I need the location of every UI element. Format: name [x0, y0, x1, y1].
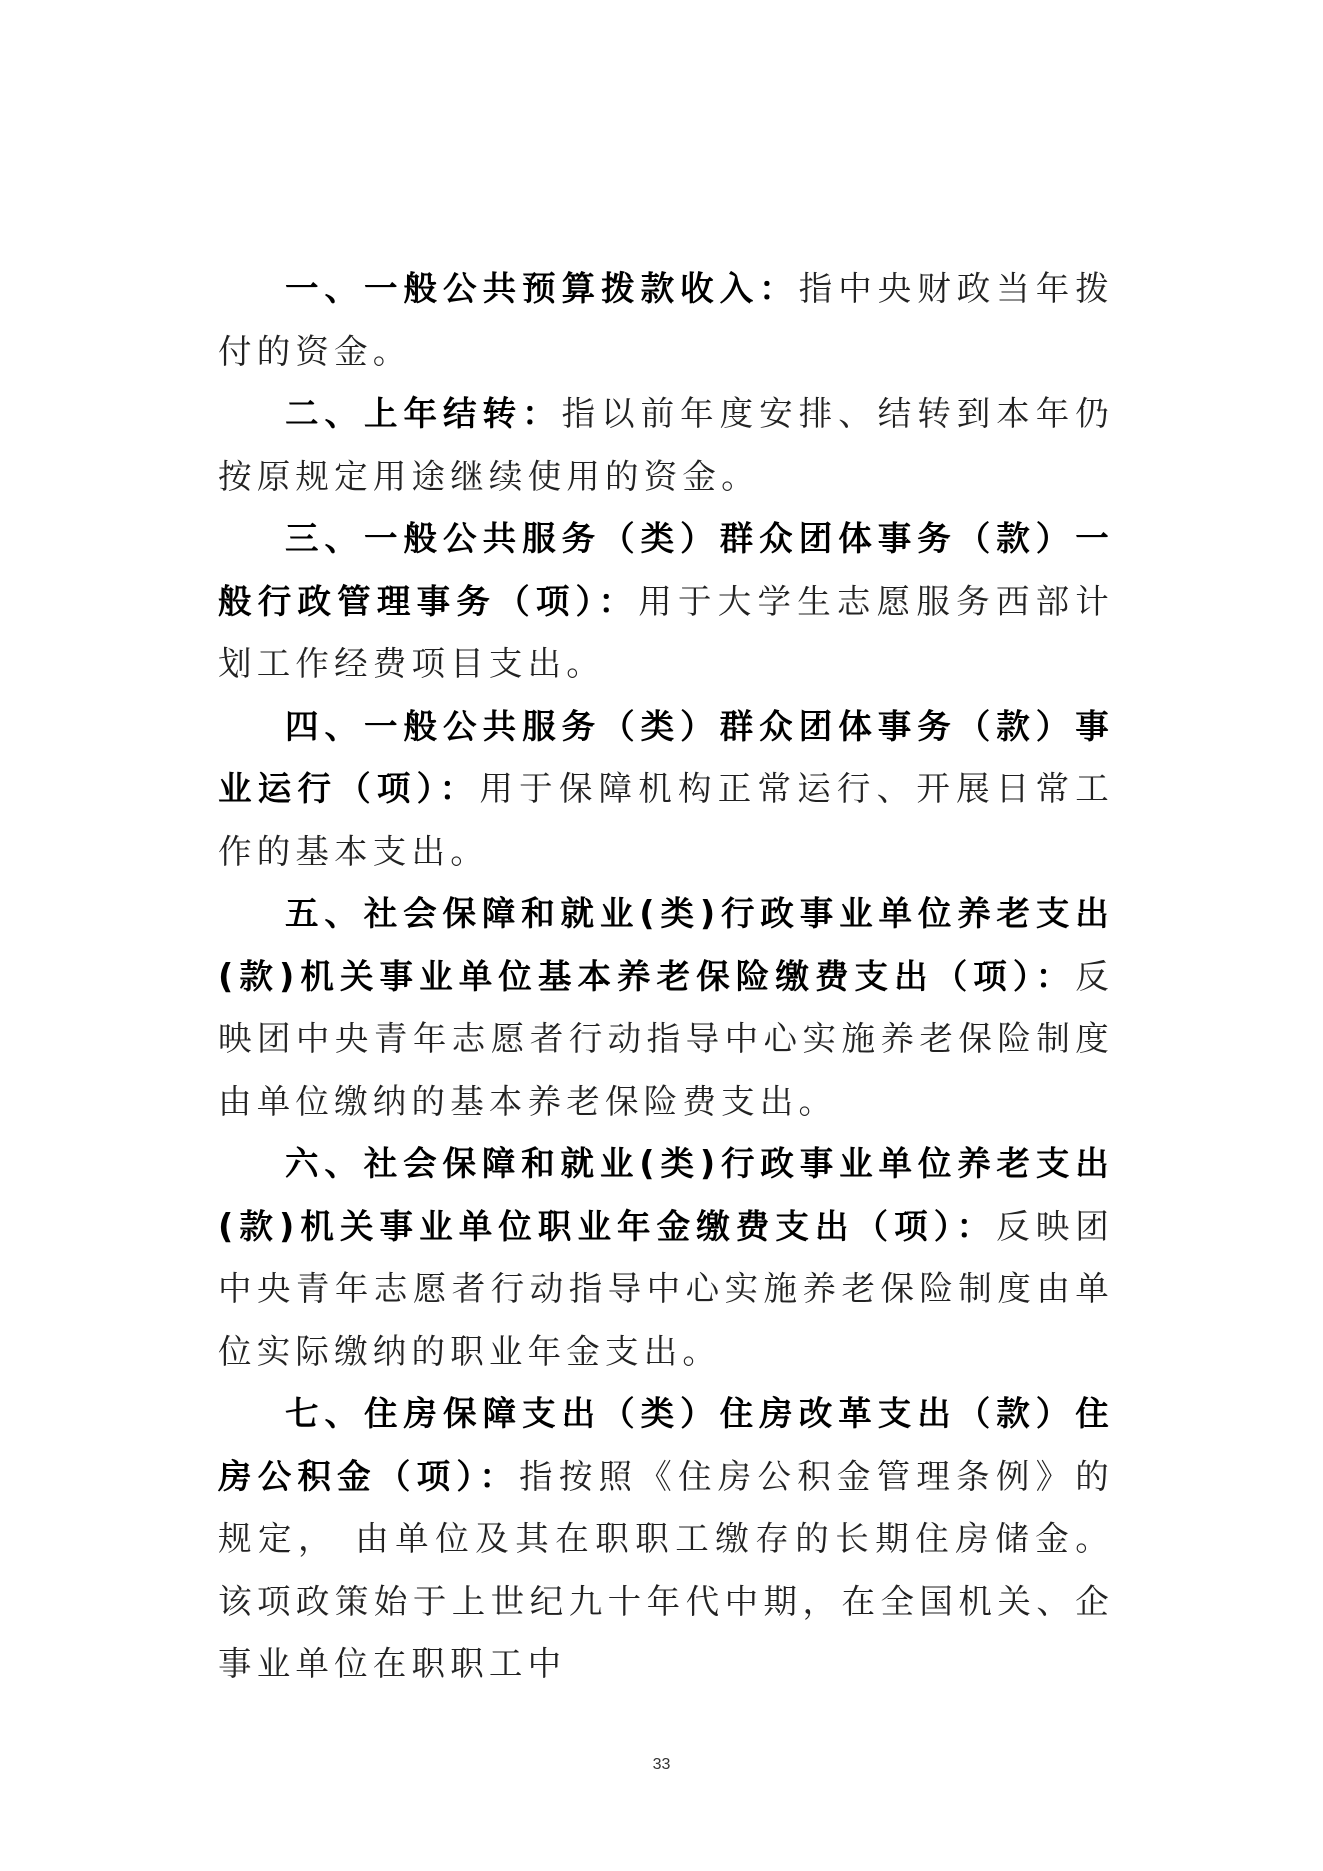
term-occupational-annuity: 六、社会保障和就业(类)行政事业单位养老支出(款)机关事业单位职业年金缴费支出（项）：: [218, 1144, 1114, 1246]
paragraph-general-admin-affairs: [218, 508, 1114, 696]
document-body: [218, 258, 1114, 1696]
desc-prior-year-carryover: 指以前年度安排、结转到本年仍按原规定用途继续使用的资金。: [218, 394, 1114, 496]
paragraph-prior-year-carryover: [218, 383, 1114, 508]
paragraph-operations: [218, 696, 1114, 884]
desc-operations: 用于保障机构正常运行、开展日常工作的基本支出。: [218, 769, 1114, 871]
term-prior-year-carryover: 二、上年结转：: [285, 394, 562, 433]
desc-housing-fund: 指按照《住房公积金管理条例》的规定， 由单位及其在职职工缴存的长期住房储金。该项政策始于上世纪九十年代中期，在全国机关、企事业单位在职职工中: [218, 1456, 1115, 1683]
page-number: 33: [652, 1756, 671, 1773]
paragraph-general-budget-income: [218, 258, 1114, 383]
desc-general-budget-income: 指中央财政当年拨付的资金。: [218, 269, 1114, 371]
term-general-budget-income: 一、一般公共预算拨款收入：: [285, 269, 799, 308]
term-operations: 四、一般公共服务（类）群众团体事务（款）事业运行（项）：: [218, 706, 1114, 808]
desc-occupational-annuity: 反映团中央青年志愿者行动指导中心实施养老保险制度由单位实际缴纳的职业年金支出。: [218, 1206, 1114, 1371]
term-housing-fund: 七、住房保障支出（类）住房改革支出（款）住房公积金（项）：: [218, 1394, 1114, 1496]
term-basic-pension: 五、社会保障和就业(类)行政事业单位养老支出(款)机关事业单位基本养老保险缴费支出（项）：: [218, 894, 1114, 996]
paragraph-occupational-annuity: [218, 1133, 1114, 1383]
paragraph-basic-pension: [218, 883, 1114, 1133]
desc-basic-pension: 反映团中央青年志愿者行动指导中心实施养老保险制度由单位缴纳的基本养老保险费支出。: [218, 956, 1114, 1121]
term-general-admin-affairs: 三、一般公共服务（类）群众团体事务（款）一般行政管理事务（项）：: [218, 519, 1114, 621]
paragraph-housing-fund: [218, 1383, 1114, 1696]
desc-general-admin-affairs: 用于大学生志愿服务西部计划工作经费项目支出。: [218, 581, 1115, 683]
